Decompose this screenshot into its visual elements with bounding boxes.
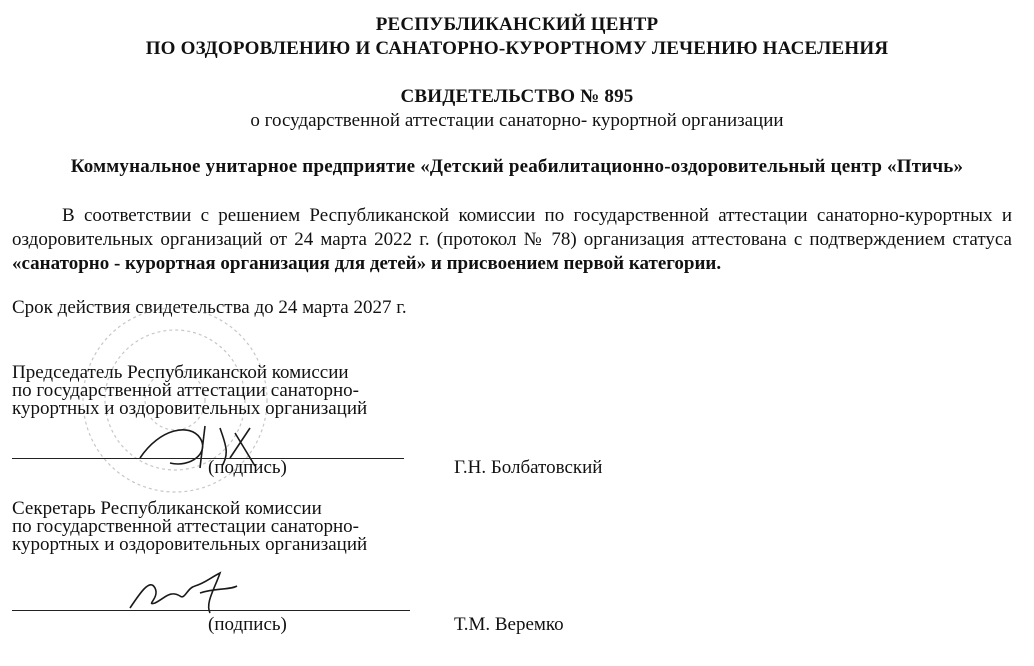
certificate-title: СВИДЕТЕЛЬСТВО № 895 (400, 86, 634, 107)
header-line-2: ПО ОЗДОРОВЛЕНИЮ И САНАТОРНО-КУРОРТНОМУ ЛЕЧЕНИЮ НАСЕЛЕНИЯ (145, 38, 889, 59)
organization-name: Коммунальное унитарное предприятие «Детский реабилитационно-оздоровительный центр «Птичь» (70, 156, 964, 177)
secretary-signature-line (12, 610, 410, 611)
validity-text: Срок действия свидетельства до 24 марта 2027 г. (12, 297, 407, 318)
chairman-title-line-1: Председатель Республиканской комиссии (12, 362, 349, 383)
chairman-name: Г.Н. Болбатовский (454, 457, 603, 478)
chairman-title-line-2: по государственной аттестации санаторно- (12, 380, 359, 401)
secretary-signature-label: (подпись) (208, 614, 287, 635)
secretary-title-line-3: курортных и оздоровительных организаций (12, 534, 368, 555)
certificate-subtitle: о государственной аттестации санаторно- курортной организации (250, 110, 784, 131)
body-status-text: «санаторно - курортная организация для детей» и присвоением первой категории. (12, 253, 722, 274)
secretary-name: Т.М. Веремко (454, 614, 564, 635)
body-text: В соответствии с решением Республиканской комиссии по государственной аттестации санаторно-курортных и оздоровительных организаций от 24 марта 2022 г. (протокол № 78) организация аттестована с подтверждением статуса (12, 205, 1012, 250)
certificate-body (12, 204, 1012, 276)
chairman-signature-label: (подпись) (208, 457, 287, 478)
header-line-1: РЕСПУБЛИКАНСКИЙ ЦЕНТР (375, 14, 659, 35)
chairman-title-line-3: курортных и оздоровительных организаций (12, 398, 368, 419)
secretary-title-line-1: Секретарь Республиканской комиссии (12, 498, 322, 519)
secretary-title-line-2: по государственной аттестации санаторно- (12, 516, 359, 537)
